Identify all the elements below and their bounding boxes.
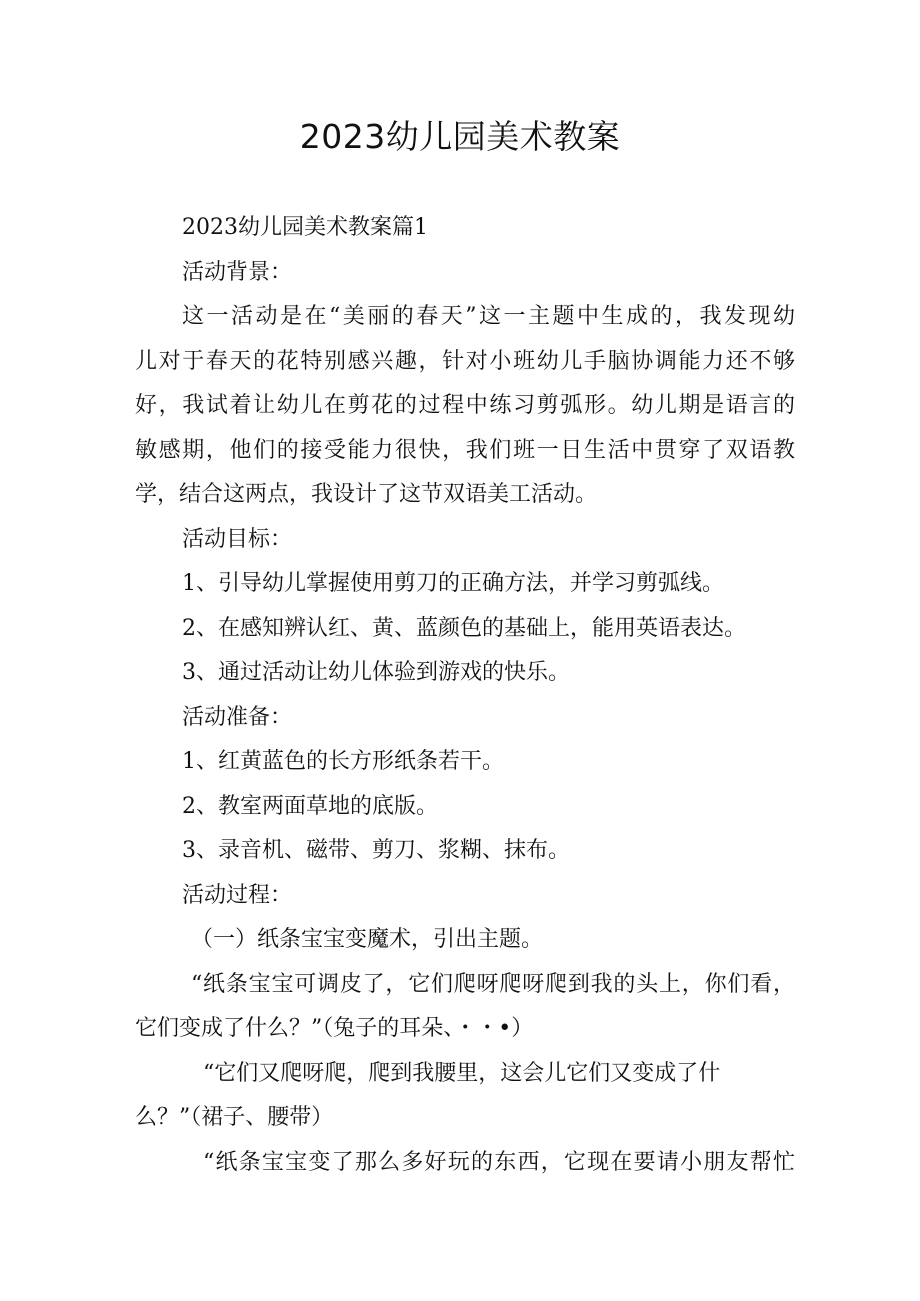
list-item: 1、红黄蓝色的长方形纸条若干。	[182, 749, 504, 774]
paragraph-heading: 活动背景：	[182, 259, 293, 285]
paragraph-line: 么？”（裙子、腰带）	[135, 1105, 334, 1130]
section-heading: 2023幼儿园美术教案篇1	[182, 215, 428, 240]
sub-heading: （一）纸条宝宝变魔术，引出主题。	[191, 927, 544, 952]
paragraph-line: 敏感期，他们的接受能力很快，我们班一日生活中贯穿了双语教	[135, 437, 795, 463]
list-item: 2、教室两面草地的底版。	[182, 793, 438, 819]
list-item: 3、录音机、磁带、剪刀、浆糊、抹布。	[182, 838, 570, 863]
paragraph-line: 它们变成了什么？”（兔子的耳朵、・・•）	[135, 1016, 534, 1041]
document-body	[135, 206, 795, 1185]
list-item: 3、通过活动让幼儿体验到游戏的快乐。	[182, 660, 570, 685]
paragraph-line: “它们又爬呀爬，爬到我腰里，这会儿它们又变成了什	[203, 1060, 721, 1086]
paragraph-heading: 活动准备：	[182, 704, 293, 730]
paragraph-heading: 活动目标：	[182, 526, 293, 552]
document-title: 2023幼儿园美术教案	[299, 117, 621, 156]
list-item: 2、在感知辨认红、黄、蓝颜色的基础上，能用英语表达。	[182, 615, 746, 641]
paragraph-line: “纸条宝宝可调皮了，它们爬呀爬呀爬到我的头上，你们看，	[191, 971, 795, 997]
paragraph-line: 学，结合这两点，我设计了这节双语美工活动。	[135, 482, 598, 507]
list-item: 1、引导幼儿掌握使用剪刀的正确方法，并学习剪弧线。	[182, 571, 724, 596]
paragraph-line: 这一活动是在“美丽的春天”这一主题中生成的，我发现幼	[182, 304, 795, 329]
paragraph-heading: 活动过程：	[182, 882, 293, 908]
paragraph-line: 儿对于春天的花特别感兴趣，针对小班幼儿手脑协调能力还不够	[135, 348, 795, 374]
paragraph-line: “纸条宝宝变了那么多好玩的东西，它现在要请小朋友帮忙	[203, 1149, 795, 1175]
paragraph-line: 好，我试着让幼儿在剪花的过程中练习剪弧形。幼儿期是语言的	[135, 393, 795, 418]
